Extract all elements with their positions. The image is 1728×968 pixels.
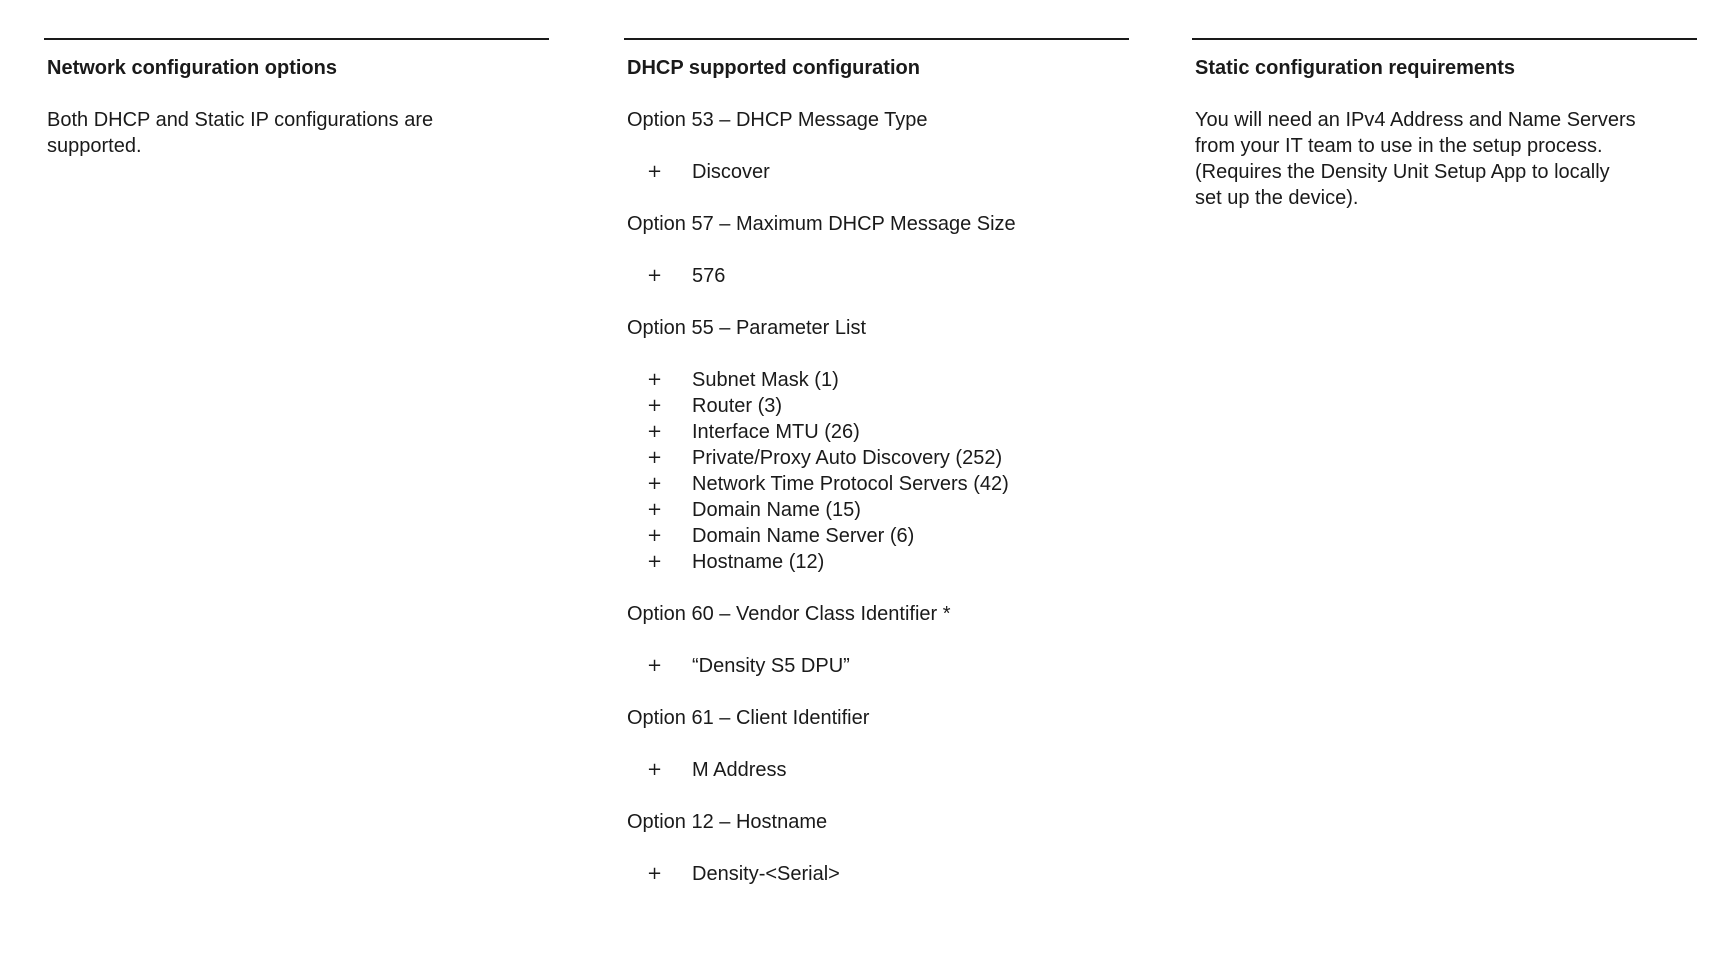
list-item [627,523,1129,549]
plus-bullet-icon: + [647,655,663,676]
list-item-text: M Address [692,759,787,781]
description-line: You will need an IPv4 Address and Name Servers [1195,109,1636,131]
list-item [627,757,1129,783]
description-line: (Requires the Density Unit Setup App to locally [1195,161,1610,183]
plus-bullet-icon: + [647,863,663,884]
option-61-heading: Option 61 – Client Identifier [627,707,870,729]
network-config-column [44,38,549,159]
static-config-column [1192,38,1697,211]
list-item-text: 576 [692,265,726,287]
plus-bullet-icon: + [647,473,663,494]
list-item [627,159,1129,185]
network-config-description [47,107,549,159]
list-item-text: Interface MTU (26) [692,421,860,443]
plus-bullet-icon: + [647,369,663,390]
plus-bullet-icon: + [647,759,663,780]
list-item [627,861,1129,887]
plus-bullet-icon: + [647,551,663,572]
option-61-list [627,757,1129,783]
list-item-text: Router (3) [692,395,783,417]
list-item-text: Network Time Protocol Servers (42) [692,473,1009,495]
option-12-list [627,861,1129,887]
option-53-heading: Option 53 – DHCP Message Type [627,109,928,131]
list-item-text: Domain Name (15) [692,499,861,521]
option-57-heading: Option 57 – Maximum DHCP Message Size [627,213,1016,235]
plus-bullet-icon: + [647,161,663,182]
plus-bullet-icon: + [647,499,663,520]
description-line: set up the device). [1195,187,1359,209]
list-item-text: “Density S5 DPU” [692,655,850,677]
plus-bullet-icon: + [647,265,663,286]
list-item [627,393,1129,419]
list-item [627,471,1129,497]
static-config-title: Static configuration requirements [1195,57,1516,79]
list-item-text: Domain Name Server (6) [692,525,915,547]
plus-bullet-icon: + [647,525,663,546]
network-config-title: Network configuration options [47,57,337,79]
list-item-text: Private/Proxy Auto Discovery (252) [692,447,1003,469]
list-item-text: Discover [692,161,770,183]
dhcp-config-title: DHCP supported configuration [627,57,920,79]
option-60-heading: Option 60 – Vendor Class Identifier * [627,603,951,625]
list-item-text: Density-<Serial> [692,863,840,885]
description-line: Both DHCP and Static IP configurations are [47,109,434,131]
list-item [627,367,1129,393]
option-55-list [627,367,1129,575]
dhcp-config-column [624,38,1129,887]
column-divider [1192,38,1697,40]
column-divider [44,38,549,40]
list-item-text: Subnet Mask (1) [692,369,839,391]
static-config-description [1195,107,1697,211]
list-item [627,419,1129,445]
list-item [627,653,1129,679]
list-item [627,263,1129,289]
option-60-list [627,653,1129,679]
plus-bullet-icon: + [647,421,663,442]
description-line: supported. [47,135,142,157]
list-item [627,549,1129,575]
option-55-heading: Option 55 – Parameter List [627,317,867,339]
option-12-heading: Option 12 – Hostname [627,811,828,833]
description-line: from your IT team to use in the setup process. [1195,135,1603,157]
column-divider [624,38,1129,40]
list-item-text: Hostname (12) [692,551,825,573]
list-item [627,445,1129,471]
option-53-list [627,159,1129,185]
plus-bullet-icon: + [647,395,663,416]
option-57-list [627,263,1129,289]
list-item [627,497,1129,523]
plus-bullet-icon: + [647,447,663,468]
